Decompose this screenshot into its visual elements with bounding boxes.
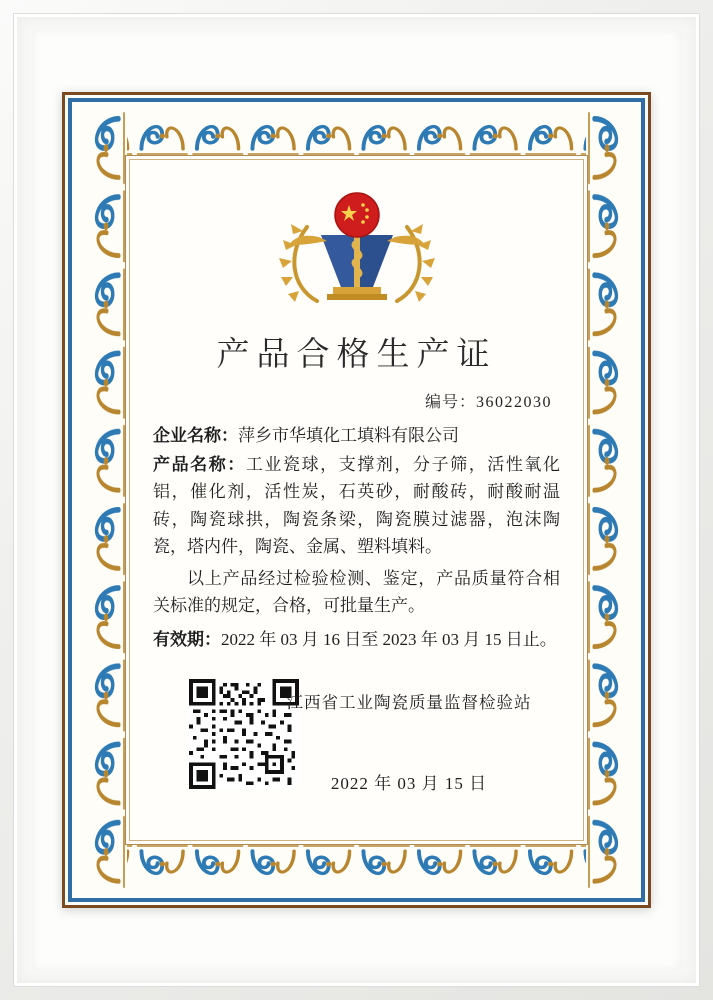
page-title: 产品合格生产证 [216,334,497,373]
field-product-value: 工业瓷球，支撑剂，分子筛，活性氧化铝，催化剂，活性炭，石英砂，耐酸砖，耐酸耐温砖，陶瓷球拱，陶瓷条梁，陶瓷膜过滤器，泡沫陶瓷，塔内件，陶瓷、金属、塑料填料。 [153,454,561,557]
field-product-label: 产品名称： [153,454,246,474]
field-company-label: 企业名称： [153,426,238,445]
ornament-band-left [79,109,127,891]
certificate-content [137,167,576,833]
issue-date: 2022 年 03 月 15 日 [330,774,488,794]
statement-paragraph: 以上产品经过检验检测、鉴定，产品质量符合相关标准的规定，合格，可批量生产。 [153,568,560,616]
ornament-band-right [586,109,634,891]
validity-label: 有效期： [153,629,221,649]
field-product [153,451,560,561]
certificate [62,92,651,908]
validity-line [153,626,560,654]
china-quality-inspection-emblem-icon [277,183,437,318]
issuer-block [264,689,554,794]
serial-label: 编号： [424,394,476,411]
certificate-ornament-border [79,109,634,891]
serial-number: 36022030 [476,394,552,411]
certificate-blue-border [68,98,645,902]
validity-value: 2022 年 03 月 16 日至 2023 年 03 月 15 日止。 [221,629,557,649]
ornament-band-top [79,109,634,157]
serial-row [153,389,552,412]
field-company [153,422,560,450]
emblem-container [153,183,560,318]
issuer-name: 江西省工业陶瓷质量监督检验站 [286,693,532,713]
field-company-value: 萍乡市华填化工填料有限公司 [238,426,459,445]
certificate-footer [153,679,560,829]
ornament-band-bottom [79,843,634,891]
